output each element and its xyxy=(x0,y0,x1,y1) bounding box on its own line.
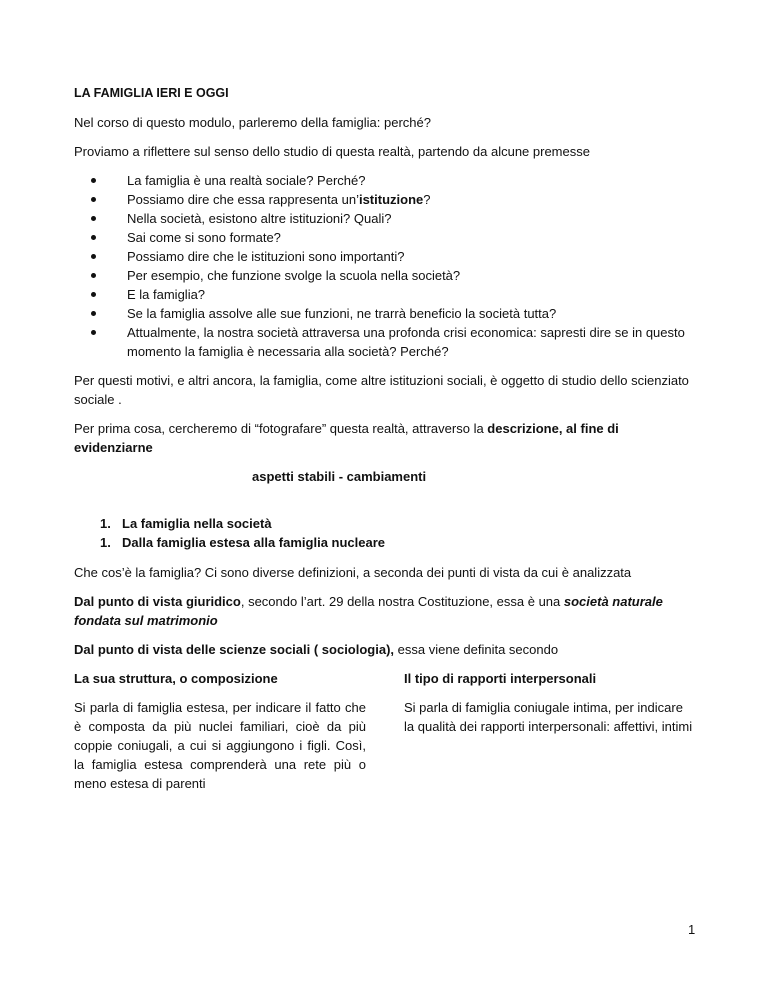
list-item-text: Per esempio, che funzione svolge la scuola nella società? xyxy=(127,268,461,283)
paragraph-emphasis: descrizione, al fine di evidenziarne xyxy=(74,421,619,455)
definition-columns xyxy=(74,669,696,793)
list-item-text: Dalla famiglia estesa alla famiglia nucleare xyxy=(122,535,386,550)
paragraph-emphasis-italic: società naturale fondata sul matrimonio xyxy=(74,594,663,628)
lead-paragraph: Proviamo a riflettere sul senso dello studio di questa realtà, partendo da alcune premesse xyxy=(74,144,590,159)
sociale-paragraph xyxy=(74,640,696,659)
column-heading: Il tipo di rapporti interpersonali xyxy=(404,671,597,686)
sections-list xyxy=(74,514,696,552)
list-item-text: La famiglia è una realtà sociale? Perché? xyxy=(127,173,366,188)
prima-cosa-paragraph xyxy=(74,419,696,457)
premises-list xyxy=(74,171,696,361)
paragraph-emphasis: Dal punto di vista delle scienze sociali ( sociologia), xyxy=(74,642,395,657)
document-body xyxy=(74,84,696,793)
paragraph-text: essa viene definita secondo xyxy=(394,642,559,657)
column-heading: La sua struttura, o composizione xyxy=(74,671,278,686)
list-number: 1. xyxy=(100,535,111,550)
paragraph-emphasis: Dal punto di vista giuridico xyxy=(74,594,241,609)
list-item-text: Se la famiglia assolve alle sue funzioni, ne trarrà beneficio la società tutta? xyxy=(127,306,557,321)
question-paragraph: Che cos’è la famiglia? Ci sono diverse definizioni, a seconda dei punti di vista da cui è analizzata xyxy=(74,565,632,580)
motivi-paragraph: Per questi motivi, e altri ancora, la famiglia, come altre istituzioni sociali, è oggetto di studio dello scienziato sociale . xyxy=(74,373,689,407)
list-item xyxy=(127,304,696,323)
list-item xyxy=(127,228,696,247)
list-item xyxy=(127,190,696,209)
list-item-text: Possiamo dire che essa rappresenta un’ xyxy=(127,192,359,207)
list-item xyxy=(127,285,696,304)
column-text: Si parla di famiglia coniugale intima, per indicare la qualità dei rapporti interpersonali: affettivi, intimi xyxy=(404,700,693,734)
column-text: Si parla di famiglia estesa, per indicare il fatto che è composta da più nuclei familiari, cioè da più coppie coniugali, a cui si aggiungono i figli. Così, la famiglia estesa comprenderà una rete più o meno estesa di parenti xyxy=(74,700,366,791)
list-item-emphasis: istituzione xyxy=(358,192,424,207)
document-title: LA FAMIGLIA IERI E OGGI xyxy=(74,86,229,100)
column-right xyxy=(404,669,696,793)
list-item xyxy=(100,514,696,533)
list-item xyxy=(127,209,696,228)
list-item-text: La famiglia nella società xyxy=(122,516,272,531)
list-item-text: ? xyxy=(423,192,431,207)
giuridico-paragraph xyxy=(74,592,696,630)
aspetti-heading: aspetti stabili - cambiamenti xyxy=(252,469,427,484)
list-item-text: Nella società, esistono altre istituzioni? Quali? xyxy=(127,211,392,226)
list-item xyxy=(127,266,696,285)
list-item-text: Possiamo dire che le istituzioni sono importanti? xyxy=(127,249,405,264)
paragraph-text: , secondo l’art. 29 della nostra Costituzione, essa è una xyxy=(240,594,564,609)
list-item xyxy=(127,247,696,266)
page-number: 1 xyxy=(688,922,696,937)
list-item xyxy=(100,533,696,552)
list-item xyxy=(127,323,696,361)
paragraph-text: Per prima cosa, cercheremo di “fotografare” questa realtà, attraverso la xyxy=(74,421,488,436)
list-number: 1. xyxy=(100,516,111,531)
column-left xyxy=(74,669,366,793)
list-item xyxy=(127,171,696,190)
list-item-text: Attualmente, la nostra società attraversa una profonda crisi economica: sapresti dire se in questo momento la famiglia è necessaria alla società? Perché? xyxy=(127,325,685,359)
intro-paragraph: Nel corso di questo modulo, parleremo della famiglia: perché? xyxy=(74,115,431,130)
list-item-text: Sai come si sono formate? xyxy=(127,230,281,245)
list-item-text: E la famiglia? xyxy=(127,287,206,302)
